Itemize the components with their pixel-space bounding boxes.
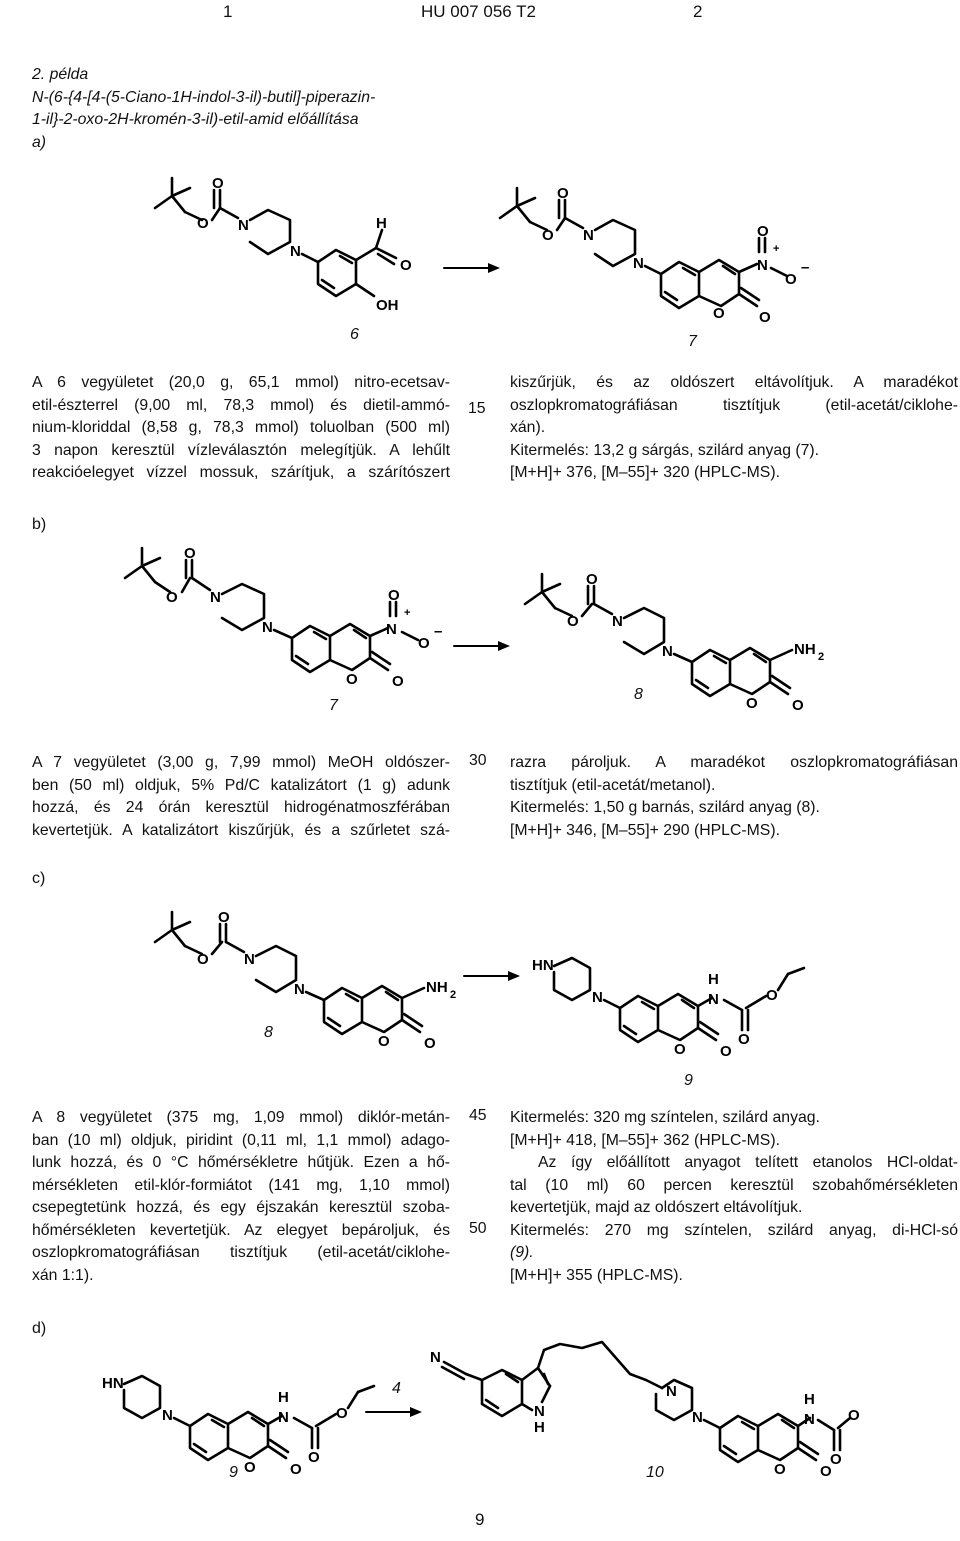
svg-text:H: H: [376, 215, 387, 232]
svg-text:N: N: [534, 1403, 545, 1420]
svg-text:N: N: [708, 991, 719, 1008]
svg-text:N: N: [430, 1349, 441, 1366]
compound-label-8c: 8: [264, 1024, 273, 1041]
svg-text:O: O: [820, 1463, 832, 1480]
compound-name-line2: 1-il}-2-oxo-2H-kromén-3-il)-etil-amid előállítása: [32, 111, 359, 128]
compound-label-8: 8: [634, 686, 643, 703]
scheme-b-compound-8: [520, 571, 850, 724]
section-label-d: d): [32, 1320, 47, 1337]
svg-text:H: H: [708, 971, 719, 988]
svg-text:O: O: [308, 1449, 320, 1466]
scheme-a-compound-6: [150, 175, 420, 338]
scheme-b-compound-7: [120, 545, 460, 698]
svg-text:O: O: [388, 587, 400, 604]
procedure-a-left: A 6 vegyületet (20,0 g, 65,1 mmol) nitro-ecetsav- etil-észterrel (9,00 ml, 78,3 mmol) és dietil-ammó- nium-kloriddal (8,58 g, 78,3 mmol) toluolban (500 ml) 3 napon keresztül vízleválasztón melegítjük. A lehűlt reakcióelegyet vízzel mossuk, szárítjuk, a szárítószert: [32, 374, 450, 481]
svg-text:N: N: [633, 255, 644, 272]
svg-text:O: O: [378, 1033, 390, 1050]
reagent-label-4: 4: [392, 1380, 401, 1397]
svg-text:N: N: [262, 619, 273, 636]
page-number-right: 2: [693, 2, 703, 21]
svg-text:N: N: [278, 1409, 289, 1426]
svg-text:O: O: [586, 571, 598, 588]
svg-text:NH: NH: [426, 979, 448, 996]
svg-text:O: O: [290, 1461, 302, 1478]
svg-text:O: O: [197, 215, 209, 232]
svg-text:N: N: [583, 227, 594, 244]
scheme-d-compound-9: [102, 1356, 382, 1486]
svg-text:HN: HN: [532, 957, 554, 974]
compound-label-9d: 9: [229, 1464, 238, 1481]
svg-text:+: +: [773, 243, 780, 255]
svg-text:H: H: [278, 1389, 289, 1406]
section-label-a: a): [32, 133, 47, 151]
svg-text:O: O: [567, 613, 579, 630]
procedure-b-right: razra pároljuk. A maradékot oszlopkromatográfiásan tisztítjuk (etil-acetát/metanol). Kitermelés: 1,50 g barnás, szilárd anyag (8). [M+H]+ 346, [M–55]+ 290 (HPLC-MS).: [510, 754, 958, 839]
svg-text:O: O: [785, 271, 797, 288]
svg-text:N: N: [210, 589, 221, 606]
svg-text:O: O: [757, 223, 769, 240]
section-label-b: b): [32, 516, 47, 533]
svg-text:O: O: [197, 951, 209, 968]
svg-text:O: O: [542, 227, 554, 244]
svg-text:–: –: [434, 623, 443, 640]
svg-text:O: O: [746, 695, 758, 712]
svg-text:O: O: [336, 1405, 348, 1422]
svg-text:O: O: [848, 1407, 860, 1424]
line-number-50: 50: [469, 1220, 487, 1237]
section-label-c: c): [32, 870, 46, 887]
svg-text:O: O: [766, 987, 778, 1004]
svg-text:O: O: [830, 1451, 842, 1468]
svg-text:HN: HN: [102, 1375, 124, 1392]
reaction-arrow-c: [464, 970, 520, 982]
procedure-c-left: A 8 vegyületet (375 mg, 1,09 mmol) diklór-metán- ban (10 ml) oldjuk, piridint (0,11 ml, 1,1 mmol) adago- lunk hozzá, és 0 °C hőmérsékletre hűtjük. Ezen a hő- mérsékleten etil-klór-formiátot (141 mg, 1,10 mmol) csepegtetünk hozzá, és egy éjszakán keresztül szoba- hőmérsékleten kevertetjük. Az elegyet bepároljuk, és oszlopkromatográfiásan tisztítjuk (etil-acetát/ciklohe- xán 1:1).: [32, 1109, 450, 1284]
svg-text:O: O: [759, 309, 771, 326]
scheme-c-compound-9: [532, 938, 812, 1068]
line-number-45: 45: [469, 1107, 487, 1124]
svg-text:O: O: [392, 673, 404, 690]
footer-page-number: 9: [475, 1510, 485, 1529]
svg-text:NH: NH: [794, 641, 816, 658]
svg-text:N: N: [804, 1411, 815, 1428]
svg-text:O: O: [720, 1043, 732, 1060]
procedure-a-right: kiszűrjük, és az oldószert eltávolítjuk. A maradékot oszlopkromatográfiásan tisztítjuk (etil-acetát/ciklohe- xán). Kitermelés: 13,2 g sárgás, szilárd anyag (7). [M+H]+ 376, [M–55]+ 320 (HPLC-MS).: [510, 374, 958, 481]
patent-number: HU 007 056 T2: [421, 2, 536, 21]
svg-text:N: N: [162, 1407, 173, 1424]
line-number-30: 30: [469, 752, 487, 769]
compound-label-7b: 7: [329, 697, 338, 714]
line-number-15: 15: [468, 400, 486, 417]
compound-label-9: 9: [684, 1072, 693, 1089]
svg-text:N: N: [244, 951, 255, 968]
svg-text:2: 2: [818, 651, 825, 663]
svg-text:N: N: [757, 257, 768, 274]
svg-text:N: N: [692, 1409, 703, 1426]
reaction-arrow-d: [366, 1406, 422, 1418]
svg-text:N: N: [294, 981, 305, 998]
svg-text:N: N: [612, 613, 623, 630]
svg-text:+: +: [404, 607, 411, 619]
scheme-c-compound-8: [150, 909, 480, 1062]
reaction-arrow-b: [454, 640, 510, 652]
svg-text:OH: OH: [376, 297, 399, 314]
svg-text:2: 2: [450, 989, 457, 1001]
compound-label-10: 10: [646, 1464, 664, 1481]
svg-text:N: N: [666, 1383, 677, 1400]
svg-text:O: O: [713, 305, 725, 322]
svg-text:O: O: [400, 257, 412, 274]
svg-text:O: O: [774, 1461, 786, 1478]
page-number-left: 1: [223, 2, 233, 21]
svg-text:H: H: [804, 1391, 815, 1408]
compound-label-7: 7: [688, 333, 697, 350]
compound-label-6: 6: [350, 326, 359, 343]
example-number: 2. példa: [32, 66, 89, 83]
svg-text:N: N: [662, 643, 673, 660]
reaction-arrow-a: [444, 262, 500, 274]
example-title: [32, 64, 375, 154]
svg-text:O: O: [218, 909, 230, 926]
procedure-b-left: A 7 vegyületet (3,00 g, 7,99 mmol) MeOH oldószer- ben (50 ml) oldjuk, 5% Pd/C katalizátort (1 g) adunk hozzá, és 24 órán keresztül hidrogénatmoszférában kevertetjük. A katalizátort kiszűrjük, és a szűrletet szá-: [32, 754, 450, 839]
svg-text:O: O: [424, 1035, 436, 1052]
svg-text:N: N: [386, 621, 397, 638]
svg-text:O: O: [184, 545, 196, 562]
svg-text:O: O: [674, 1041, 686, 1058]
procedure-c-right: Kitermelés: 320 mg színtelen, szilárd anyag. [M+H]+ 418, [M–55]+ 362 (HPLC-MS). Az így előállított anyagot telített etanolos HCl-oldat- tal (10 ml) 60 percen keresztül szobahőmérsékleten kevertetjük, majd az oldószert eltávolítjuk. Kitermelés: 270 mg színtelen, szilárd anyag, di-HCl-só (9). [M+H]+ 355 (HPLC-MS).: [510, 1109, 958, 1284]
svg-text:O: O: [166, 589, 178, 606]
scheme-a-compound-7: [495, 185, 825, 338]
svg-text:O: O: [212, 175, 224, 192]
svg-text:–: –: [801, 259, 810, 276]
svg-text:O: O: [792, 697, 804, 714]
compound-name-line1: N-(6-{4-[4-(5-Ciano-1H-indol-3-il)-butil]-piperazin-: [32, 88, 376, 106]
svg-text:O: O: [738, 1031, 750, 1048]
svg-text:O: O: [418, 635, 430, 652]
svg-text:N: N: [290, 243, 301, 260]
svg-text:N: N: [592, 989, 603, 1006]
svg-text:O: O: [557, 185, 569, 202]
svg-text:O: O: [346, 671, 358, 688]
svg-text:O: O: [244, 1459, 256, 1476]
svg-text:H: H: [534, 1419, 545, 1436]
svg-text:N: N: [238, 217, 249, 234]
